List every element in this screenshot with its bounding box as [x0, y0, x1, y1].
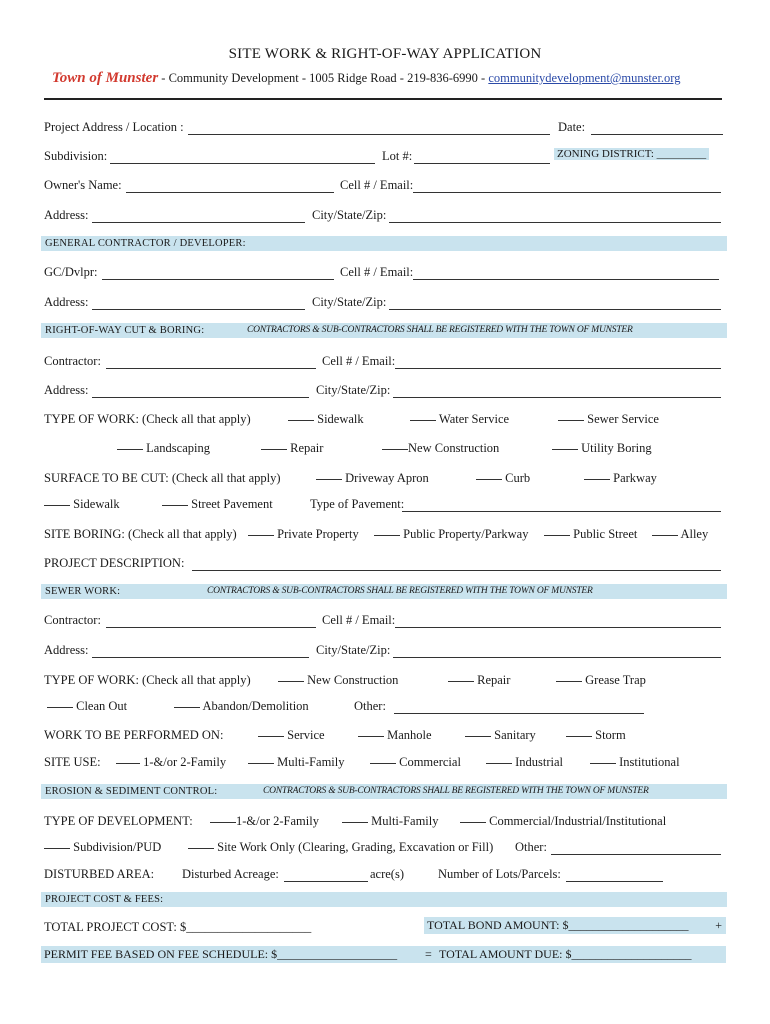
owner-city-label: City/State/Zip:: [312, 208, 387, 222]
sewer-section-band: SEWER WORK: CONTRACTORS & SUB-CONTRACTORS SHALL BE REGISTERED WITH THE TOWN OF MUNSTER: [41, 584, 727, 599]
total-bond-band: [424, 917, 726, 934]
header-contact-line: [52, 70, 681, 87]
check-driveway-apron[interactable]: Driveway Apron: [316, 471, 429, 486]
zoning-district-field[interactable]: ZONING DISTRICT: _________: [554, 148, 709, 160]
sewer-cell-label: Cell # / Email:: [322, 613, 396, 627]
row-address-label: Address:: [44, 383, 89, 397]
sewer-address-field[interactable]: [92, 656, 309, 658]
gc-section-band: GENERAL CONTRACTOR / DEVELOPER:: [41, 236, 727, 251]
sewer-cell-field[interactable]: [395, 626, 721, 628]
cost-section-band: PROJECT COST & FEES:: [41, 892, 727, 907]
permit-fee-band: [41, 946, 726, 963]
row-cell-label: Cell # / Email:: [322, 354, 396, 368]
row-address-field[interactable]: [92, 396, 309, 398]
disturbed-area-label: DISTURBED AREA:: [44, 867, 155, 881]
erosion-section-band: EROSION & SEDIMENT CONTROL: CONTRACTORS & SUB-CONTRACTORS SHALL BE REGISTERED WITH THE TOWN OF MUNSTER: [41, 784, 727, 799]
surface-to-cut-label: SURFACE TO BE CUT: (Check all that apply): [44, 471, 281, 485]
plus-sign: +: [715, 918, 722, 932]
check-new-construction[interactable]: New Construction: [382, 441, 499, 456]
check-site-use-1-2-family[interactable]: 1-&/or 2-Family: [116, 755, 226, 770]
check-sidewalk-surface[interactable]: Sidewalk: [44, 497, 120, 512]
gc-city-field[interactable]: [389, 308, 721, 310]
gc-city-label: City/State/Zip:: [312, 295, 387, 309]
gc-address-field[interactable]: [92, 308, 305, 310]
gc-cell-label: Cell # / Email:: [340, 265, 414, 279]
sewer-contractor-field[interactable]: [106, 626, 316, 628]
gc-label: GC/Dvlpr:: [44, 265, 98, 279]
total-amount-due-field[interactable]: TOTAL AMOUNT DUE: $____________________: [439, 947, 692, 961]
sewer-city-label: City/State/Zip:: [316, 643, 391, 657]
row-contractor-label: Contractor:: [44, 354, 101, 368]
row-city-field[interactable]: [393, 396, 721, 398]
permit-fee-field[interactable]: PERMIT FEE BASED ON FEE SCHEDULE: $____________________: [44, 947, 398, 961]
lot-field[interactable]: [414, 162, 550, 164]
row-cell-field[interactable]: [395, 367, 721, 369]
project-description-field[interactable]: [192, 569, 721, 571]
check-water-service[interactable]: Water Service: [410, 412, 509, 427]
row-type-of-work-label: TYPE OF WORK: (Check all that apply): [44, 412, 251, 426]
gc-field[interactable]: [102, 278, 334, 280]
check-dev-site-work[interactable]: Site Work Only (Clearing, Grading, Excavation or Fill): [188, 840, 493, 855]
check-dev-1-2-family[interactable]: 1-&/or 2-Family: [210, 814, 319, 829]
owner-address-field[interactable]: [92, 221, 305, 223]
owner-cell-field[interactable]: [413, 191, 721, 193]
sewer-registration-note: CONTRACTORS & SUB-CONTRACTORS SHALL BE REGISTERED WITH THE TOWN OF MUNSTER: [207, 586, 593, 596]
check-sidewalk[interactable]: Sidewalk: [288, 412, 364, 427]
project-description-label: PROJECT DESCRIPTION:: [44, 556, 185, 570]
project-address-field[interactable]: [188, 133, 550, 135]
gc-address-label: Address:: [44, 295, 89, 309]
total-bond-amount-field[interactable]: TOTAL BOND AMOUNT: $____________________: [427, 918, 689, 932]
check-grease-trap[interactable]: Grease Trap: [556, 673, 646, 688]
date-label: Date:: [558, 120, 586, 134]
subdivision-label: Subdivision:: [44, 149, 108, 163]
erosion-registration-note: CONTRACTORS & SUB-CONTRACTORS SHALL BE REGISTERED WITH THE TOWN OF MUNSTER: [263, 786, 649, 796]
check-landscaping[interactable]: Landscaping: [117, 441, 210, 456]
project-address-label: Project Address / Location :: [44, 120, 184, 134]
town-name: Town of Munster: [52, 70, 159, 86]
owner-city-field[interactable]: [389, 221, 721, 223]
check-public-street[interactable]: Public Street: [544, 527, 637, 542]
check-parkway[interactable]: Parkway: [584, 471, 657, 486]
sewer-address-label: Address:: [44, 643, 89, 657]
work-performed-on-label: WORK TO BE PERFORMED ON:: [44, 728, 224, 742]
check-street-pavement[interactable]: Street Pavement: [162, 497, 273, 512]
check-public-parkway[interactable]: Public Property/Parkway: [374, 527, 528, 542]
owner-name-label: Owner's Name:: [44, 178, 122, 192]
subdivision-field[interactable]: [110, 162, 375, 164]
check-storm[interactable]: Storm: [566, 728, 626, 743]
lots-parcels-label: Number of Lots/Parcels:: [438, 867, 561, 881]
sewer-type-of-work-label: TYPE OF WORK: (Check all that apply): [44, 673, 251, 687]
check-private-property[interactable]: Private Property: [248, 527, 359, 542]
check-site-use-commercial[interactable]: Commercial: [370, 755, 461, 770]
disturbed-acreage-label: Disturbed Acreage:: [182, 867, 279, 881]
lots-parcels-field[interactable]: [566, 880, 663, 882]
check-utility-boring[interactable]: Utility Boring: [552, 441, 652, 456]
check-manhole[interactable]: Manhole: [358, 728, 432, 743]
row-registration-note: CONTRACTORS & SUB-CONTRACTORS SHALL BE REGISTERED WITH THE TOWN OF MUNSTER: [247, 325, 633, 335]
check-site-use-institutional[interactable]: Institutional: [590, 755, 680, 770]
total-project-cost-field[interactable]: TOTAL PROJECT COST: $____________________: [44, 920, 312, 934]
check-dev-commercial[interactable]: Commercial/Industrial/Institutional: [460, 814, 666, 829]
sewer-contractor-label: Contractor:: [44, 613, 101, 627]
type-of-development-label: TYPE OF DEVELOPMENT:: [44, 814, 193, 828]
row-city-label: City/State/Zip:: [316, 383, 391, 397]
sewer-city-field[interactable]: [393, 656, 721, 658]
site-boring-label: SITE BORING: (Check all that apply): [44, 527, 237, 541]
check-sewer-service[interactable]: Sewer Service: [558, 412, 659, 427]
check-dev-subdivision[interactable]: Subdivision/PUD: [44, 840, 161, 855]
owner-cell-label: Cell # / Email:: [340, 178, 414, 192]
equals-sign: =: [425, 947, 432, 961]
disturbed-acreage-field[interactable]: [284, 880, 368, 882]
header-divider: [44, 98, 722, 100]
owner-address-label: Address:: [44, 208, 89, 222]
pavement-type-label: Type of Pavement:: [310, 497, 405, 511]
contact-info: - Community Development - 1005 Ridge Road - 219-836-6990 -: [158, 71, 489, 85]
check-site-use-multi-family[interactable]: Multi-Family: [248, 755, 345, 770]
check-sewer-repair[interactable]: Repair: [448, 673, 510, 688]
check-dev-multi-family[interactable]: Multi-Family: [342, 814, 439, 829]
pavement-type-field[interactable]: [402, 510, 721, 512]
dev-other-label: Other:: [515, 840, 547, 854]
lot-label: Lot #:: [382, 149, 413, 163]
gc-cell-field[interactable]: [413, 278, 719, 280]
check-service[interactable]: Service: [258, 728, 325, 743]
owner-name-field[interactable]: [126, 191, 334, 193]
acres-unit: acre(s): [370, 867, 404, 881]
sewer-other-field[interactable]: [394, 712, 644, 714]
check-alley[interactable]: Alley: [652, 527, 708, 542]
date-field[interactable]: [591, 133, 723, 135]
email-link[interactable]: communitydevelopment@munster.org: [488, 71, 681, 85]
dev-other-field[interactable]: [551, 853, 721, 855]
row-contractor-field[interactable]: [106, 367, 316, 369]
sewer-other-label: Other:: [354, 699, 386, 713]
check-clean-out[interactable]: Clean Out: [47, 699, 127, 714]
check-abandon-demolition[interactable]: Abandon/Demolition: [174, 699, 309, 714]
check-curb[interactable]: Curb: [476, 471, 530, 486]
check-sanitary[interactable]: Sanitary: [465, 728, 536, 743]
check-site-use-industrial[interactable]: Industrial: [486, 755, 563, 770]
row-section-band: RIGHT-OF-WAY CUT & BORING: CONTRACTORS & SUB-CONTRACTORS SHALL BE REGISTERED WITH THE TOWN OF MUNSTER: [41, 323, 727, 338]
check-repair[interactable]: Repair: [261, 441, 323, 456]
form-title: SITE WORK & RIGHT-OF-WAY APPLICATION: [228, 46, 542, 62]
check-sewer-new-construction[interactable]: New Construction: [278, 673, 398, 688]
site-use-label: SITE USE:: [44, 755, 101, 769]
